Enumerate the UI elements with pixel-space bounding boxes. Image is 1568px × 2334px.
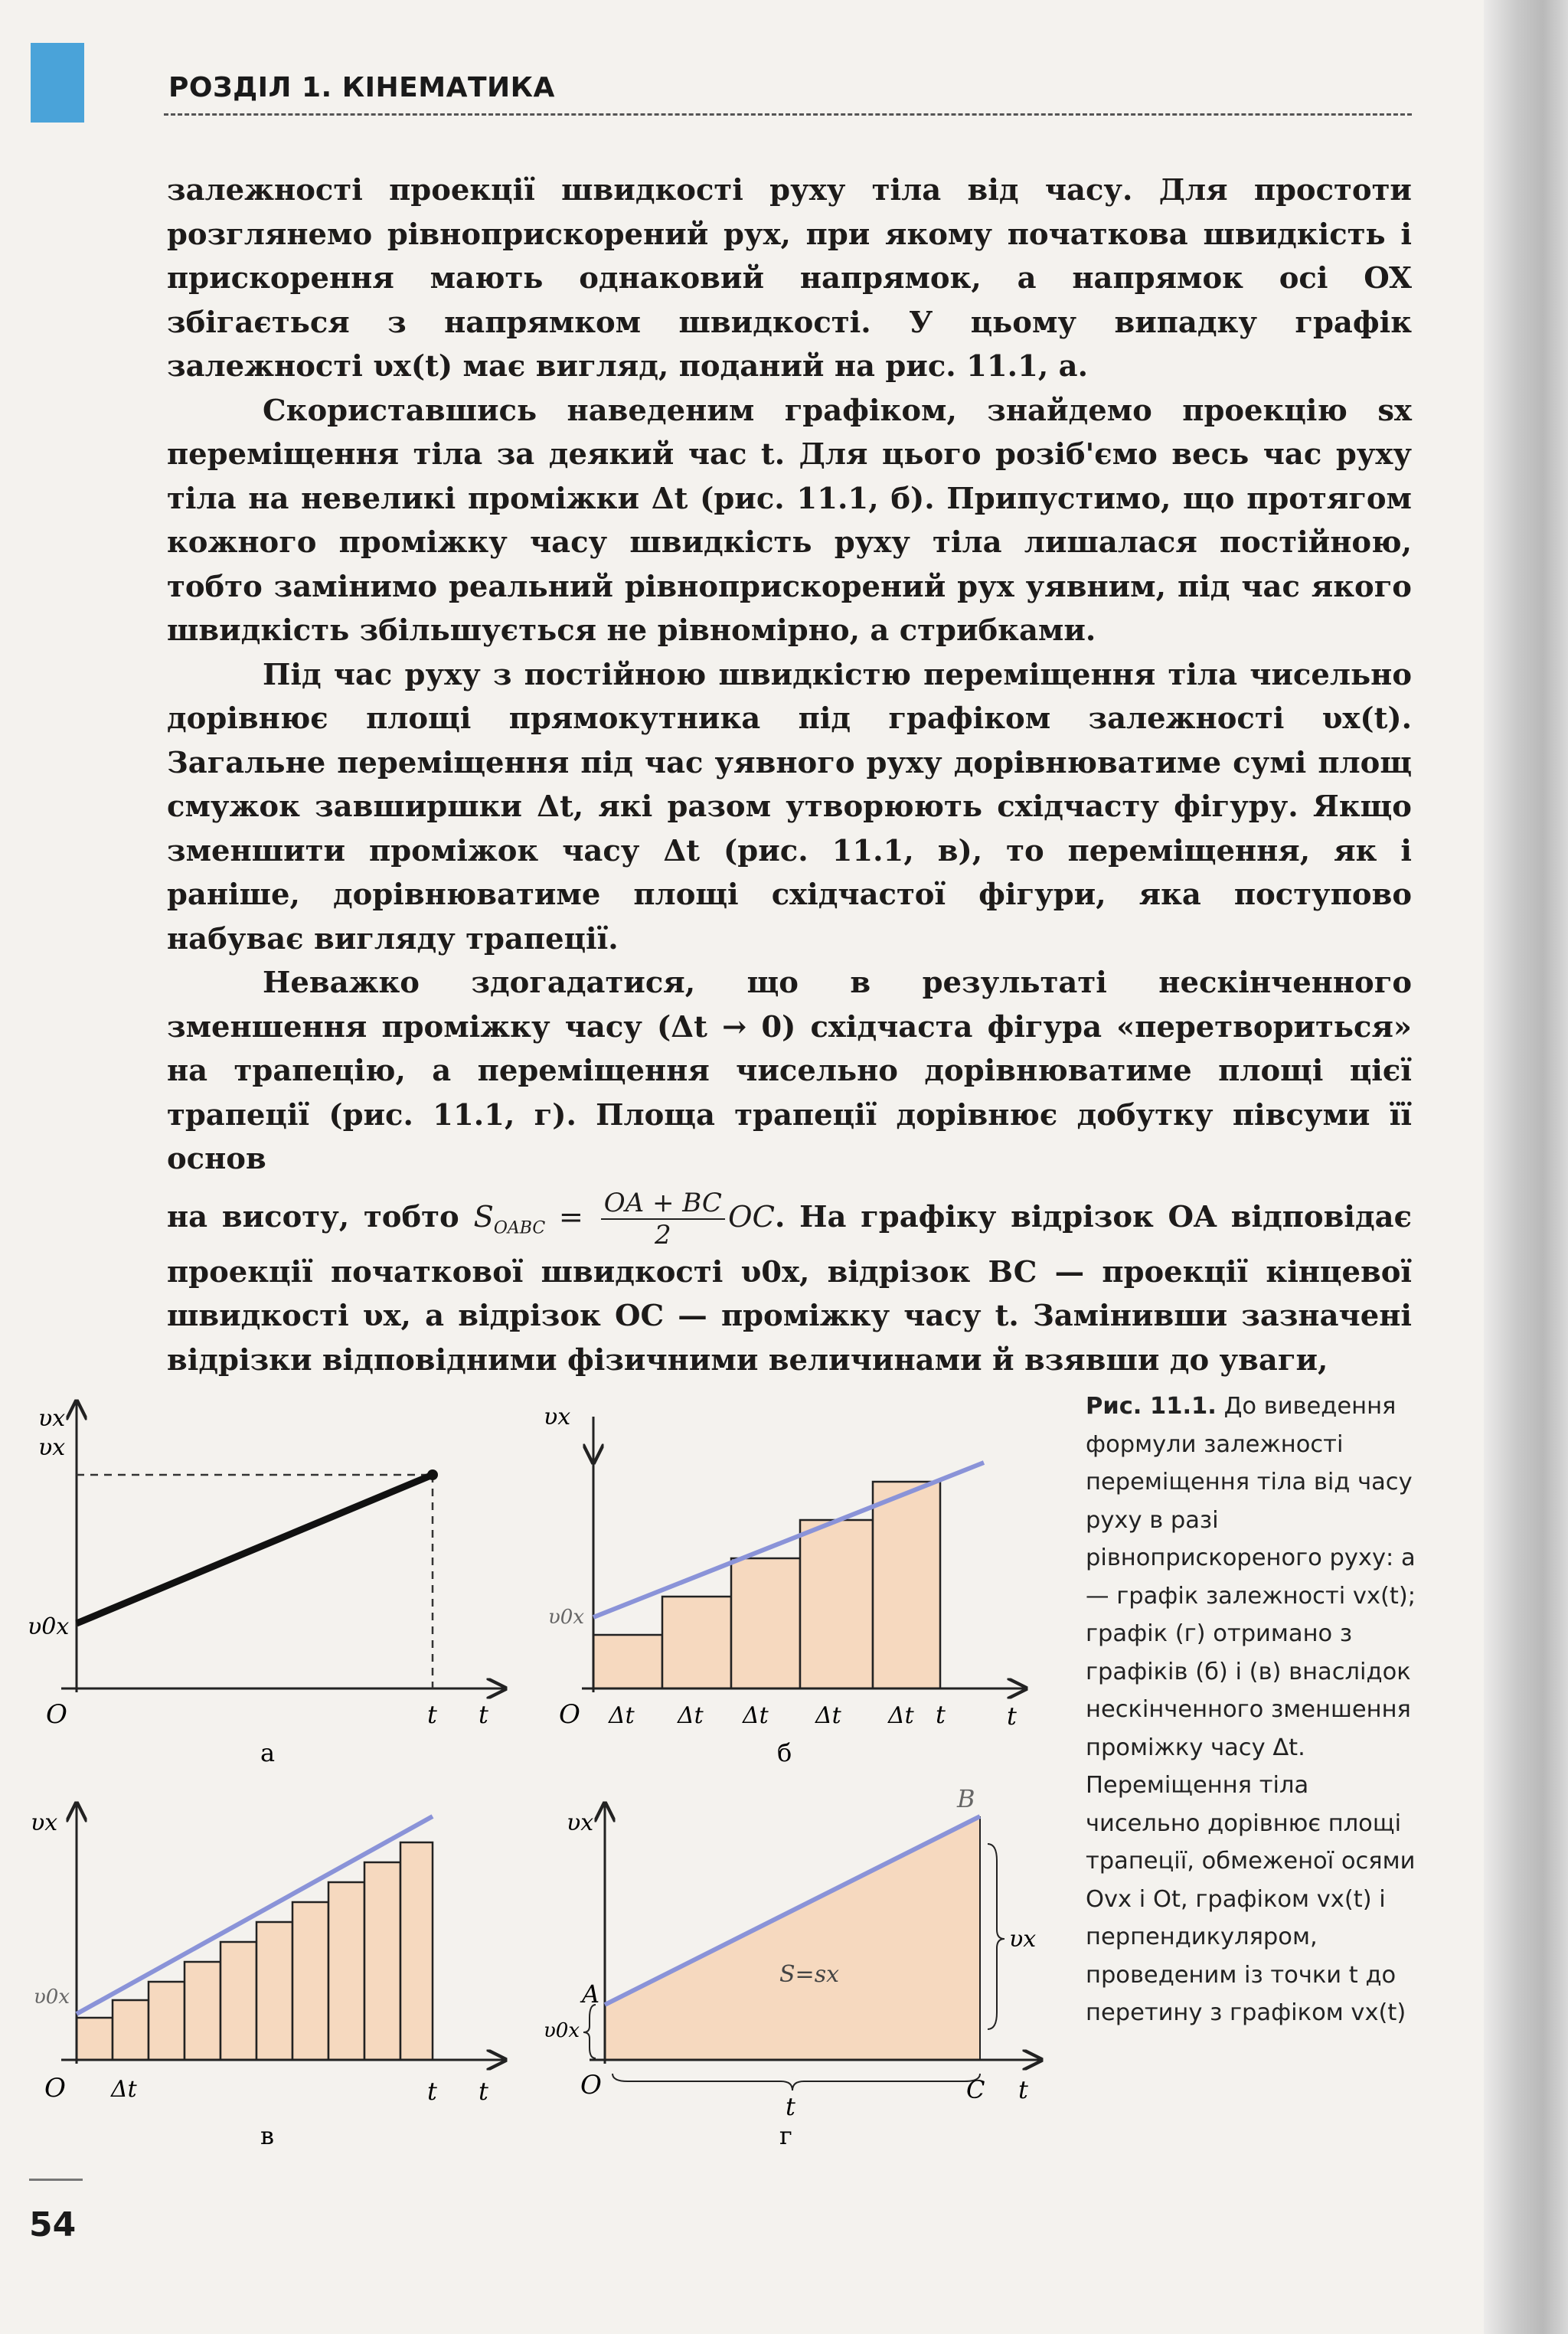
header-rule	[164, 113, 1412, 116]
graph-d-point-a: A	[582, 1979, 600, 2009]
graph-b-t-axis: t	[1007, 1701, 1017, 1731]
graph-c-t-axis: t	[479, 2077, 488, 2106]
graph-b-dt-3: Δt	[743, 1702, 769, 1729]
formula-lhs: $S_{OABC}$ =	[473, 1199, 584, 1238]
graph-d	[544, 1784, 1041, 2150]
caption-text: До виведення формули залежності переміщення тіла від часу руху в разі рівноприскореного руху: а — графік залежності vx(t); графік (г) отримано з графіків (б) і (в) внаслідок нескінченного зменшення проміжку часу Δt. Переміщення тіла чисельно дорівнює площі трапеції, обмеженої осями Ovx і Ot, графіком vx(t) і перпендикуляром, проведеним із точки t до перетину з графіком vx(t)	[1086, 1393, 1416, 2026]
graph-b-origin: O	[559, 1699, 580, 1730]
p5-before: на висоту, тобто	[167, 1199, 459, 1234]
page-number-rule	[29, 2179, 83, 2181]
graph-d-t-mark: t	[786, 2092, 795, 2121]
graph-b-v0: υ0x	[548, 1606, 585, 1629]
page-number: 54	[29, 2205, 77, 2244]
graph-a-label: а	[260, 1738, 276, 1767]
paragraph-4: Неважко здогадатися, що в результаті нескінченного зменшення проміжку часу (Δt → 0) східчаста фігура «перетвориться» на трапецію, а переміщення чисельно дорівнюватиме площі цієї трапеції (рис. 11.1, г). Площа трапеції дорівнює добутку півсуми її основ	[167, 966, 1412, 1176]
graph-d-t-axis: t	[1018, 2075, 1028, 2104]
graph-a-t-mark: t	[427, 1700, 437, 1729]
body-text	[167, 168, 1412, 1382]
graph-b-dt-4: Δt	[815, 1702, 841, 1729]
formula-fraction	[601, 1188, 725, 1250]
graph-d-axis-y: υx	[567, 1809, 594, 1836]
formula-denominator: 2	[655, 1219, 671, 1250]
page-edge	[1484, 0, 1568, 2334]
paragraph-3: Під час руху з постійною швидкістю переміщення тіла чисельно дорівнює площі прямокутника під графіком залежності υx(t). Загальне переміщення під час уявного руху дорівнюватиме сумі площ смужок завширшки Δt, які разом утворюють східчасту фігуру. Якщо зменшити проміжок часу Δt (рис. 11.1, в), то переміщення, як і раніше, дорівнюватиме площі східчастої фігури, яка поступово набуває вигляду трапеції.	[167, 657, 1412, 956]
graph-c-axis-y: υx	[31, 1809, 58, 1836]
graph-b-dt-1: Δt	[609, 1702, 635, 1729]
graph-b	[544, 1404, 1026, 1767]
graph-c	[31, 1803, 505, 2150]
graph-c-label: в	[260, 2121, 275, 2150]
graph-b-label: б	[777, 1738, 792, 1767]
graph-a-v0: υ0x	[28, 1613, 70, 1640]
formula-tail: OC	[727, 1199, 775, 1234]
graph-c-t-mark: t	[427, 2077, 437, 2106]
graph-a-origin: O	[46, 1699, 67, 1730]
graph-a	[28, 1401, 505, 1767]
formula-numerator: OA + BC	[601, 1188, 725, 1220]
graph-c-v0: υ0x	[34, 1986, 70, 2009]
figure-11-1	[0, 1371, 1087, 2175]
graph-b-t-mark: t	[936, 1700, 946, 1729]
section-header: РОЗДІЛ 1. КІНЕМАТИКА	[168, 72, 555, 103]
graph-d-vx: υx	[1009, 1926, 1037, 1953]
paragraph-2: Скориставшись наведеним графіком, знайдемо проекцію sx переміщення тіла за деякий час t. Для цього розіб'ємо весь час руху тіла на невеликі проміжки Δt (рис. 11.1, б). Припустимо, що протягом кожного проміжку часу швидкість руху тіла лишалася постійною, тобто замінимо реальний рівноприскорений рух уявним, під час якого швидкість збільшується не рівномірно, а стрибками.	[167, 393, 1412, 648]
graph-b-dt-5: Δt	[888, 1702, 914, 1729]
caption-title: Рис. 11.1.	[1086, 1393, 1217, 1420]
graph-d-point-c: C	[966, 2075, 985, 2104]
paragraph-1: залежності проекції швидкості руху тіла від часу. Для простоти розглянемо рівноприскорений рух, при якому початкова швидкість і прискорення мають однаковий напрямок, а напрямок осі OX збігається з напрямком швидкості. У цьому випадку графік залежності υx(t) має вигляд, поданий на рис. 11.1, а.	[167, 173, 1412, 384]
graph-b-axis-y: υx	[544, 1404, 571, 1430]
graph-c-dt: Δt	[111, 2076, 137, 2103]
p5-after: . На графіку відрізок OA відповідає проекції початкової швидкості υ0x, відрізок BC — проекції кінцевої швидкості υx, а відрізок OC — проміжку часу t. Замінивши зазначені відрізки відповідними фізичними величинами й взявши до уваги,	[167, 1199, 1413, 1378]
figure-caption	[1086, 1388, 1423, 2032]
graph-a-vx: υx	[38, 1434, 66, 1461]
graph-d-origin: O	[580, 2070, 602, 2100]
graph-c-origin: O	[44, 2073, 66, 2104]
graph-d-label: г	[779, 2121, 792, 2150]
graph-b-dt-2: Δt	[678, 1702, 704, 1729]
graph-d-area: S=sx	[779, 1961, 840, 1988]
graph-a-axis-y: υx	[38, 1405, 66, 1432]
graph-d-point-b: B	[957, 1784, 975, 1813]
section-tab	[31, 43, 84, 123]
graph-d-v0: υ0x	[544, 2019, 580, 2042]
paragraph-5	[167, 1188, 1412, 1383]
graph-a-t-axis: t	[479, 1700, 488, 1729]
